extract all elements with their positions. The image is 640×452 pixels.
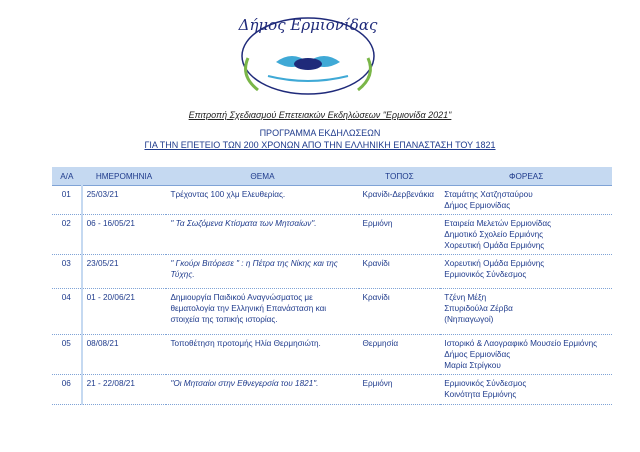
- logo-text: Δήμος Ερμιονίδας: [238, 16, 378, 34]
- organizer: Κοινότητα Ερμιόνης: [444, 390, 517, 399]
- row-place: Ερμιόνη: [359, 215, 441, 255]
- table-row: [52, 289, 612, 335]
- table-row: [52, 255, 612, 289]
- table-header-row: [52, 167, 612, 186]
- row-organizers: [440, 289, 612, 335]
- row-theme: " Τα Σωζόμενα Κτίσματα των Μητσαίων".: [166, 215, 358, 255]
- row-theme: " Γκούρι Βιτόρεσε " : η Πέτρα της Νίκης και της Τύχης.: [166, 255, 358, 289]
- organizer: Ερμιονικός Σύνδεσμος: [444, 379, 527, 388]
- row-date: 21 - 22/08/21: [82, 375, 167, 405]
- table-row: [52, 375, 612, 405]
- row-place: Ερμιόνη: [359, 375, 441, 405]
- organizer: Εταιρεία Μελετών Ερμιονίδας: [444, 219, 552, 228]
- program-subtitle: ΓΙΑ ΤΗΝ ΕΠΕΤΕΙΟ ΤΩΝ 200 ΧΡΟΝΩΝ ΑΠΟ ΤΗΝ ΕΛΛΗΝΙΚΗ ΕΠΑΝΑΣΤΑΣΗ ΤΟΥ 1821: [144, 140, 496, 150]
- organizer: Τζένη Μέξη: [444, 293, 487, 302]
- table-row: [52, 215, 612, 255]
- organizer: Σταμάτης Χατζησταύρου: [444, 190, 533, 199]
- row-number: 05: [52, 335, 82, 375]
- organizer: Ιστορικό & Λαογραφικό Μουσείο Ερμιόνης: [444, 339, 598, 348]
- row-organizers: [440, 375, 612, 405]
- row-organizers: [440, 186, 612, 215]
- committee-heading: Επιτροπή Σχεδιασμού Επετειακών Εκδηλώσεων "Ερμιονίδα 2021": [188, 110, 452, 120]
- header-theme: ΘΕΜΑ: [166, 167, 358, 186]
- organizer: Δήμος Ερμιονίδας: [444, 201, 511, 210]
- row-number: 06: [52, 375, 82, 405]
- header-organizer: ΦΟΡΕΑΣ: [440, 167, 612, 186]
- row-theme: Τοποθέτηση προτομής Ηλία Θερμησιώτη.: [166, 335, 358, 375]
- row-theme: "Οι Μητσαίοι στην Εθνεγερσία του 1821".: [166, 375, 358, 405]
- organizer: Μαρία Στρίγκου: [444, 361, 501, 370]
- table-row: [52, 186, 612, 215]
- organizer: (Νηπιαγωγοί): [444, 315, 494, 324]
- organizer: Δημοτικό Σχολείο Ερμιόνης: [444, 230, 544, 239]
- row-place: Κρανίδι: [359, 255, 441, 289]
- row-theme: Τρέχοντας 100 χλμ Ελευθερίας.: [166, 186, 358, 215]
- row-theme: Δημιουργία Παιδικού Αναγνώσματος με θεματολογία την Ελληνική Επανάσταση και στοιχεία της τοπικής ιστορίας.: [166, 289, 358, 335]
- row-place: Κρανίδι-Δερβενάκια: [359, 186, 441, 215]
- row-organizers: [440, 215, 612, 255]
- row-date: 23/05/21: [82, 255, 167, 289]
- table-row: [52, 335, 612, 375]
- organizer: Χορευτική Ομάδα Ερμιόνης: [444, 259, 545, 268]
- row-organizers: [440, 335, 612, 375]
- organizer: Δήμος Ερμιονίδας: [444, 350, 511, 359]
- row-date: 08/08/21: [82, 335, 167, 375]
- row-organizers: [440, 255, 612, 289]
- municipality-logo: [228, 6, 388, 98]
- header-number: Α/Α: [52, 167, 82, 186]
- header-place: ΤΟΠΟΣ: [359, 167, 441, 186]
- row-date: 06 - 16/05/21: [82, 215, 167, 255]
- organizer: Ερμιονικός Σύνδεσμος: [444, 270, 527, 279]
- header-date: ΗΜΕΡΟΜΗΝΙΑ: [82, 167, 167, 186]
- organizer: Χορευτική Ομάδα Ερμιόνης: [444, 241, 545, 250]
- row-number: 02: [52, 215, 82, 255]
- events-table: [52, 167, 612, 405]
- row-date: 01 - 20/06/21: [82, 289, 167, 335]
- organizer: Σπυριδούλα Ζέρβα: [444, 304, 513, 313]
- row-number: 03: [52, 255, 82, 289]
- row-place: Κρανίδι: [359, 289, 441, 335]
- program-title: ΠΡΟΓΡΑΜΜΑ ΕΚΔΗΛΩΣΕΩΝ: [259, 128, 381, 138]
- row-date: 25/03/21: [82, 186, 167, 215]
- row-number: 01: [52, 186, 82, 215]
- row-number: 04: [52, 289, 82, 335]
- row-place: Θερμησία: [359, 335, 441, 375]
